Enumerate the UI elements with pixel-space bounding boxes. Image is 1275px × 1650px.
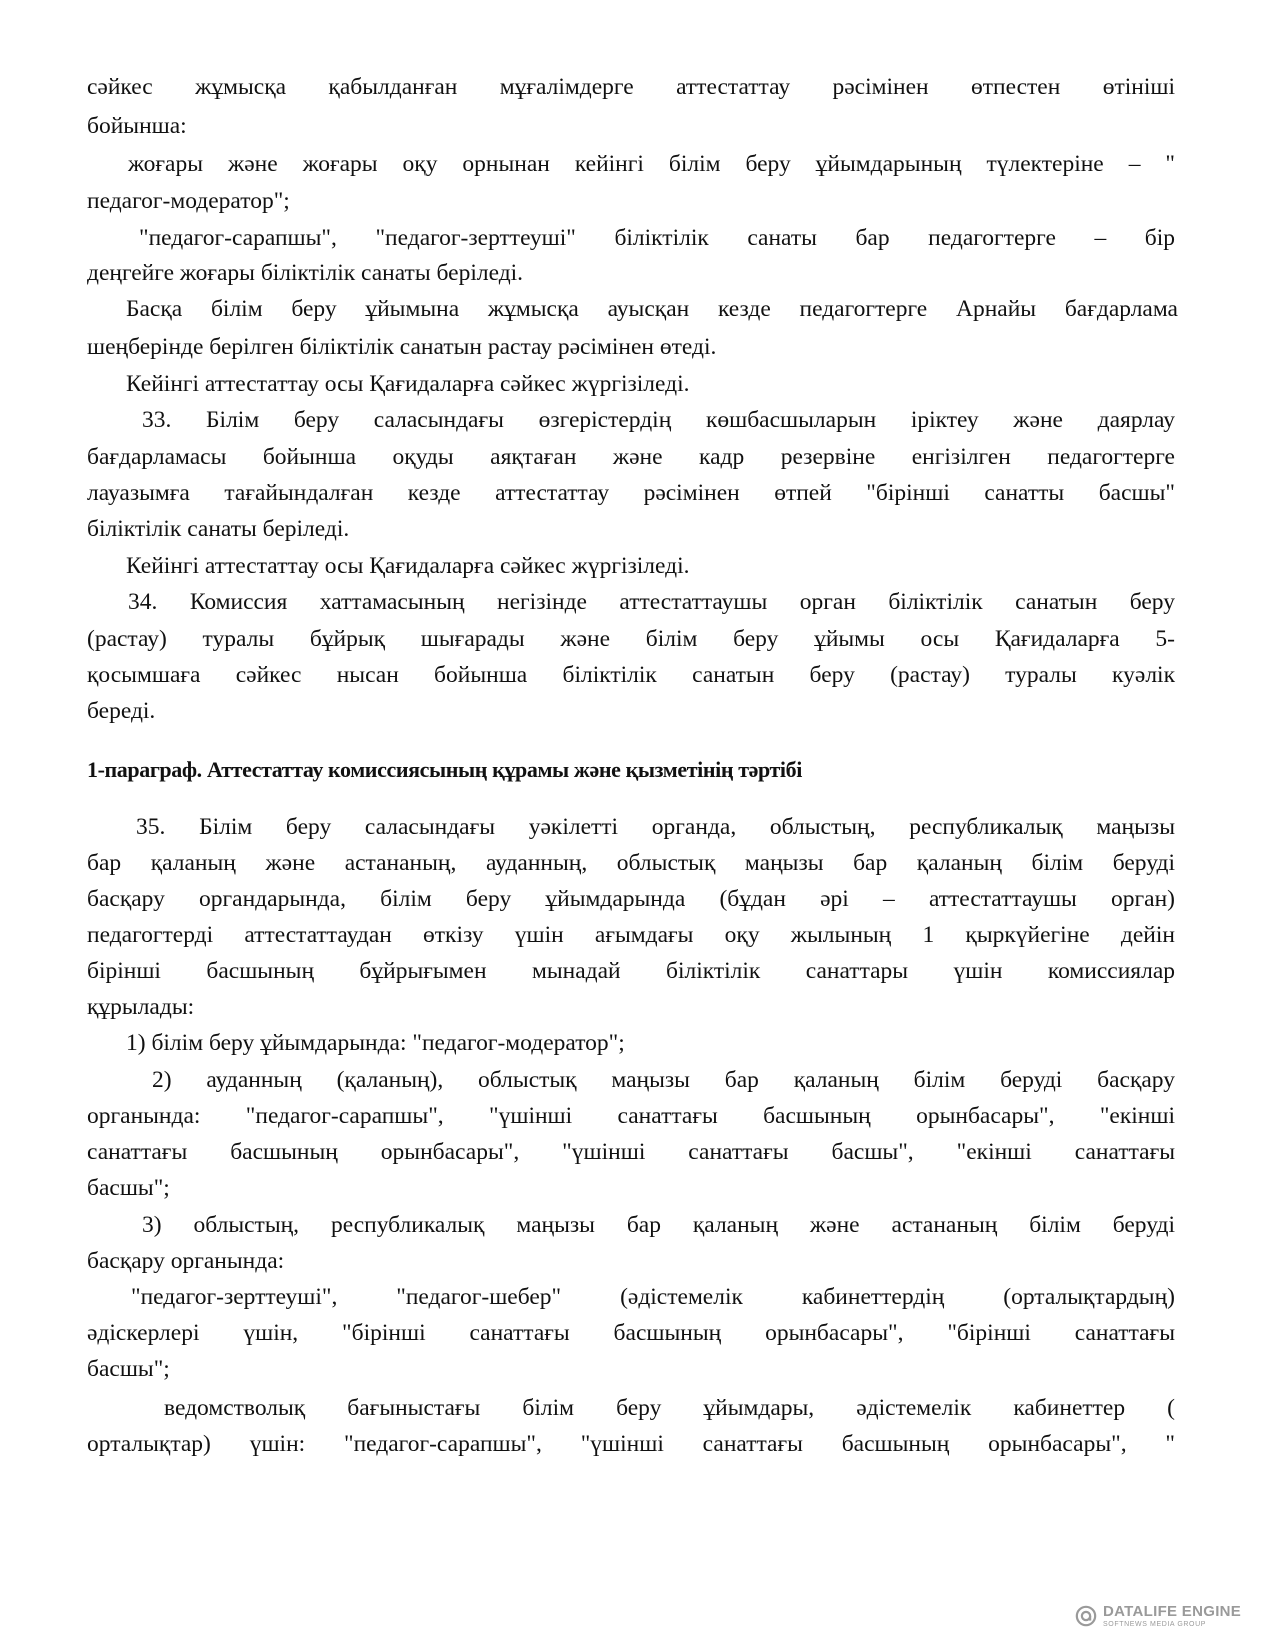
datalife-engine-watermark [1075, 1596, 1275, 1636]
paragraph-line: Басқа білім беру ұйымына жұмысқа ауысқан кезде педагогтерге Арнайы бағдарлама [126, 296, 1178, 322]
paragraph-line: ведомстволық бағыныстағы білім беру ұйымдары, әдістемелік кабинеттер ( [164, 1395, 1175, 1421]
paragraph-line: 35. Білім беру саласындағы уәкілетті органда, облыстың, республикалық маңызы [136, 814, 1175, 840]
paragraph-line: біліктілік санаты беріледі. [87, 516, 350, 542]
paragraph-line: бойынша: [87, 113, 187, 139]
list-item-3: 3) облыстың, республикалық маңызы бар қаланың және астананың білім беруді [142, 1212, 1175, 1238]
paragraph-line: басшы"; [87, 1175, 170, 1201]
paragraph-line: басқару органында: [87, 1248, 285, 1274]
paragraph-line: лауазымға тағайындалған кезде аттестаттау рәсімінен өтпей "бірінші санатты басшы" [87, 480, 1175, 506]
paragraph-line: 34. Комиссия хаттамасының негізінде аттестаттаушы орган біліктілік санатын беру [128, 589, 1175, 615]
paragraph-line: санаттағы басшының орынбасары", "үшінші санаттағы басшы", "екінші санаттағы [87, 1139, 1175, 1165]
paragraph-line: деңгейге жоғары біліктілік санаты беріледі. [87, 260, 524, 286]
paragraph-line: орталықтар) үшін: "педагог-сарапшы", "үшінші санаттағы басшының орынбасары", " [87, 1431, 1175, 1457]
paragraph-line: шеңберінде берілген біліктілік санатын растау рәсімінен өтеді. [87, 334, 717, 360]
paragraph-line: сәйкес жұмысқа қабылданған мұғалімдерге аттестаттау рәсімінен өтпестен өтініші [87, 74, 1175, 100]
watermark-subtitle: SOFTNEWS MEDIA GROUP [1103, 1621, 1207, 1628]
list-item-2: 2) ауданның (қаланың), облыстық маңызы бар қаланың білім беруді басқару [152, 1067, 1175, 1093]
paragraph-line: (растау) туралы бұйрық шығарады және білім беру ұйымы осы Қағидаларға 5- [87, 626, 1175, 652]
paragraph-line: Кейінгі аттестаттау осы Қағидаларға сәйкес жүргізіледі. [126, 371, 690, 397]
paragraph-line: "педагог-сарапшы", "педагог-зерттеуші" біліктілік санаты бар педагогтерге – бір [139, 225, 1175, 251]
paragraph-line: құрылады: [87, 994, 195, 1020]
datalife-logo-icon [1075, 1605, 1097, 1627]
list-item-1: 1) білім беру ұйымдарында: "педагог-модератор"; [126, 1030, 625, 1056]
paragraph-line: педагогтерді аттестаттаудан өткізу үшін ағымдағы оқу жылының 1 қыркүйегіне дейін [87, 922, 1175, 948]
watermark-title: DATALIFE ENGINE [1103, 1603, 1242, 1620]
paragraph-line: басқару органдарында, білім беру ұйымдарында (бұдан әрі – аттестаттаушы орган) [87, 886, 1175, 912]
paragraph-line: органында: "педагог-сарапшы", "үшінші санаттағы басшының орынбасары", "екінші [87, 1103, 1175, 1129]
paragraph-line: қосымшаға сәйкес нысан бойынша біліктілік санатын беру (растау) туралы куәлік [87, 662, 1175, 688]
paragraph-line: бірінші басшының бұйрығымен мынадай біліктілік санаттары үшін комиссиялар [87, 958, 1175, 984]
paragraph-line: әдіскерлері үшін, "бірінші санаттағы басшының орынбасары", "бірінші санаттағы [87, 1320, 1175, 1346]
paragraph-line: бар қаланың және астананың, ауданның, облыстық маңызы бар қаланың білім беруді [87, 850, 1175, 876]
paragraph-line: жоғары және жоғары оқу орнынан кейінгі білім беру ұйымдарының түлектеріне – " [128, 151, 1175, 177]
paragraph-line: "педагог-зерттеуші", "педагог-шебер" (әдістемелік кабинеттердің (орталықтардың) [131, 1284, 1175, 1310]
paragraph-line: бағдарламасы бойынша оқуды аяқтаған және кадр резервіне енгізілген педагогтерге [87, 444, 1175, 470]
paragraph-line: басшы"; [87, 1356, 170, 1382]
section-heading: 1-параграф. Аттестаттау комиссиясының құрамы және қызметінің тәртібі [87, 757, 802, 782]
paragraph-line: 33. Білім беру саласындағы өзгерістердің көшбасшыларын іріктеу және даярлау [142, 407, 1175, 433]
paragraph-line: Кейінгі аттестаттау осы Қағидаларға сәйкес жүргізіледі. [126, 553, 690, 579]
paragraph-line: береді. [87, 698, 156, 724]
paragraph-line: педагог-модератор"; [87, 188, 290, 214]
